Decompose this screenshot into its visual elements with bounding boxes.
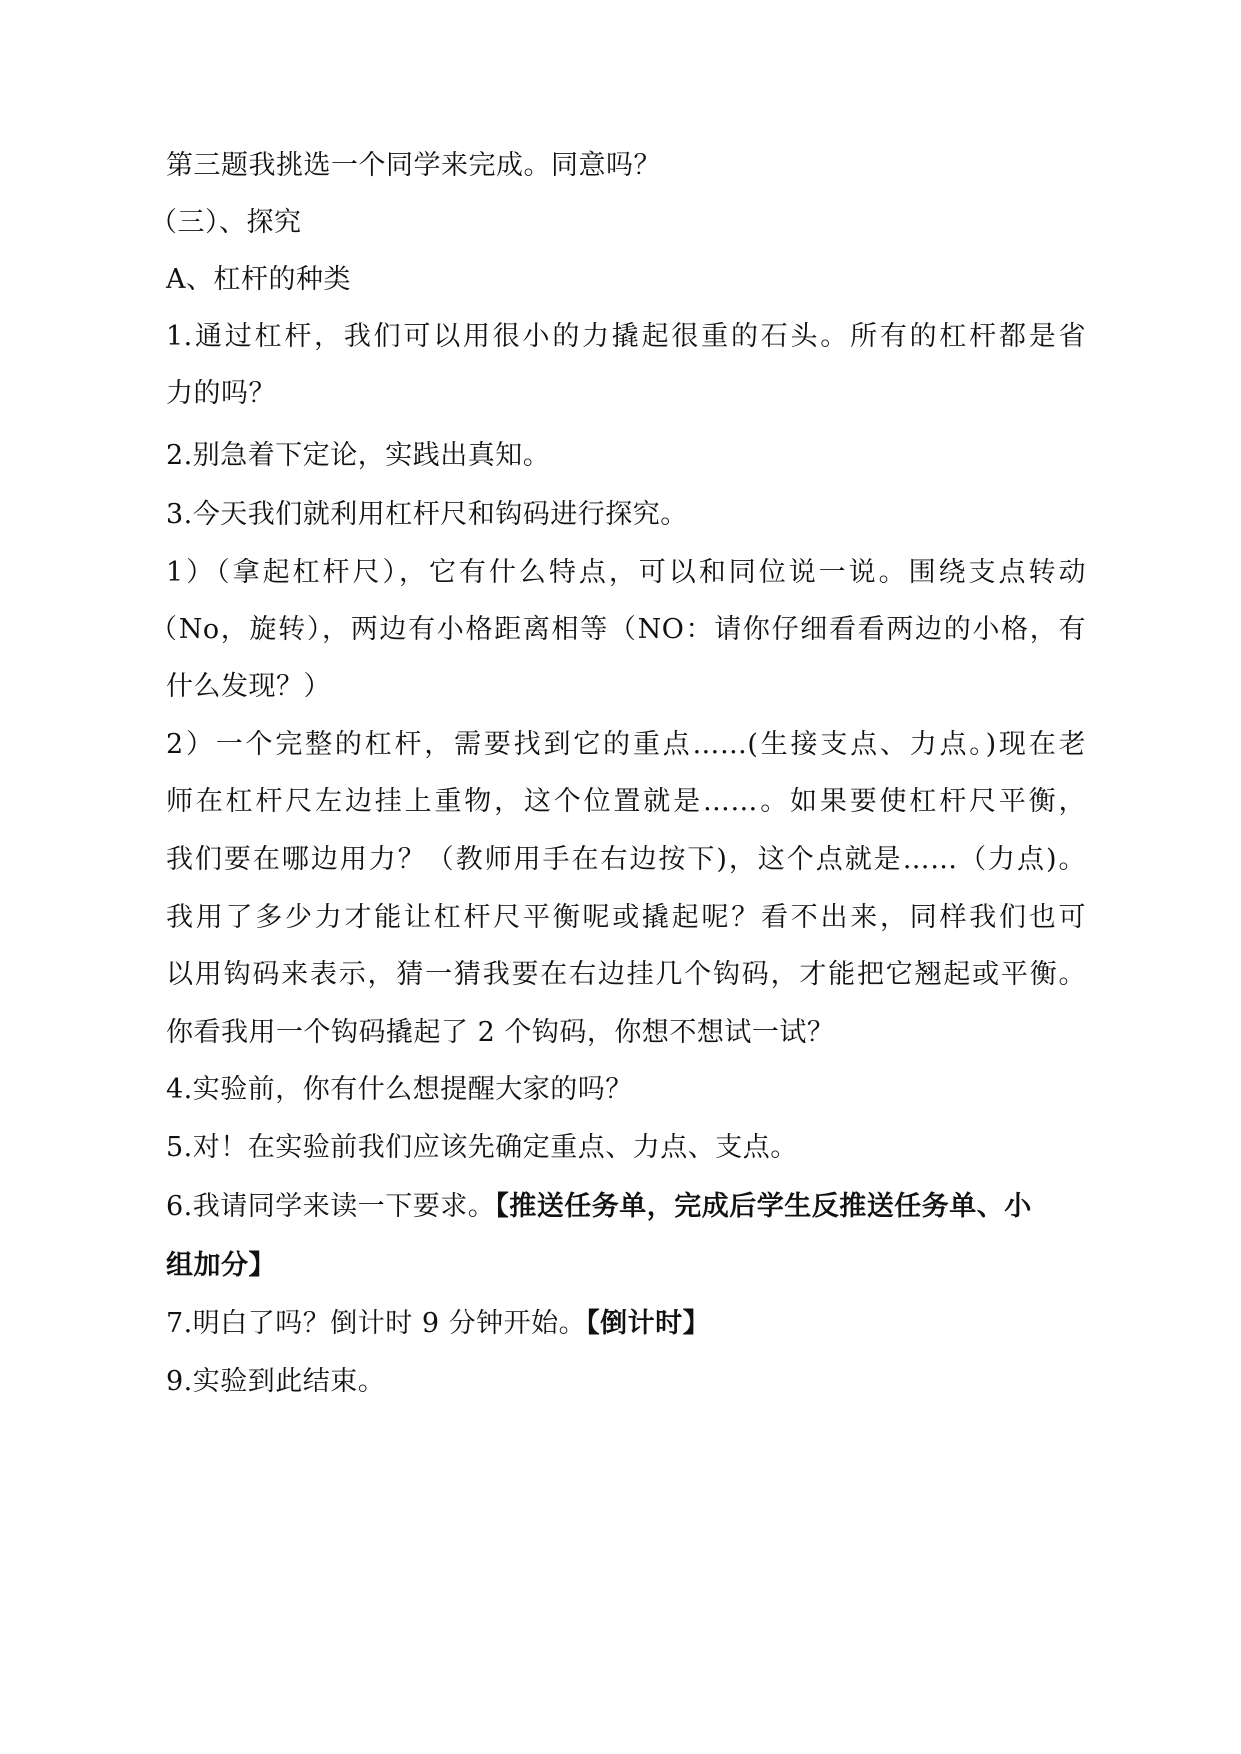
paragraph-line: 1）（拿起杠杆尺），它有什么特点，可以和同位说一说。围绕支点转动 <box>166 557 1086 588</box>
paragraph-line: 1.通过杠杆，我们可以用很小的力撬起很重的石头。所有的杠杆都是省 <box>166 321 1086 352</box>
paragraph-line <box>166 1307 1086 1341</box>
paragraph-line: 力的吗？ <box>166 378 276 409</box>
paragraph-line: 5.对！在实验前我们应该先确定重点、力点、支点。 <box>166 1132 798 1163</box>
paragraph-line: 什么发现？） <box>166 671 331 702</box>
paragraph-line <box>166 1190 1086 1224</box>
bold-instruction-continued: 组加分】 <box>166 1250 276 1281</box>
paragraph-line: 我们要在哪边用力？（教师用手在右边按下)，这个点就是……（力点)。 <box>166 844 1086 875</box>
paragraph-line: （No，旋转），两边有小格距离相等（NO：请你仔细看看两边的小格，有 <box>150 614 1086 645</box>
paragraph-line: 你看我用一个钩码撬起了 2 个钩码，你想不想试一试？ <box>166 1017 835 1048</box>
plain-text: 7.明白了吗？倒计时 9 分钟开始。 <box>166 1308 587 1339</box>
paragraph-line: 以用钩码来表示，猜一猜我要在右边挂几个钩码，才能把它翘起或平衡。 <box>166 959 1086 990</box>
paragraph-line: 第三题我挑选一个同学来完成。同意吗？ <box>166 150 661 181</box>
paragraph-line: 3.今天我们就利用杠杆尺和钩码进行探究。 <box>166 499 688 530</box>
bold-instruction: 【推送任务单，完成后学生反推送任务单、小 <box>495 1191 1032 1222</box>
paragraph-line: 2.别急着下定论，实践出真知。 <box>166 440 551 471</box>
bold-instruction: 【倒计时】 <box>586 1308 711 1339</box>
paragraph-line: 师在杠杆尺左边挂上重物，这个位置就是……。如果要使杠杆尺平衡， <box>166 786 1086 817</box>
paragraph-line: 2）一个完整的杠杆，需要找到它的重点……(生接支点、力点。)现在老 <box>166 729 1086 760</box>
plain-text: 6.我请同学来读一下要求。 <box>166 1191 496 1222</box>
paragraph-line: 我用了多少力才能让杠杆尺平衡呢或撬起呢？看不出来，同样我们也可 <box>166 902 1086 933</box>
section-heading: （三）、探究 <box>150 207 302 238</box>
paragraph-line: 4.实验前，你有什么想提醒大家的吗？ <box>166 1074 633 1105</box>
paragraph-line: 9.实验到此结束。 <box>166 1366 386 1397</box>
subsection-heading: A、杠杆的种类 <box>166 264 351 295</box>
